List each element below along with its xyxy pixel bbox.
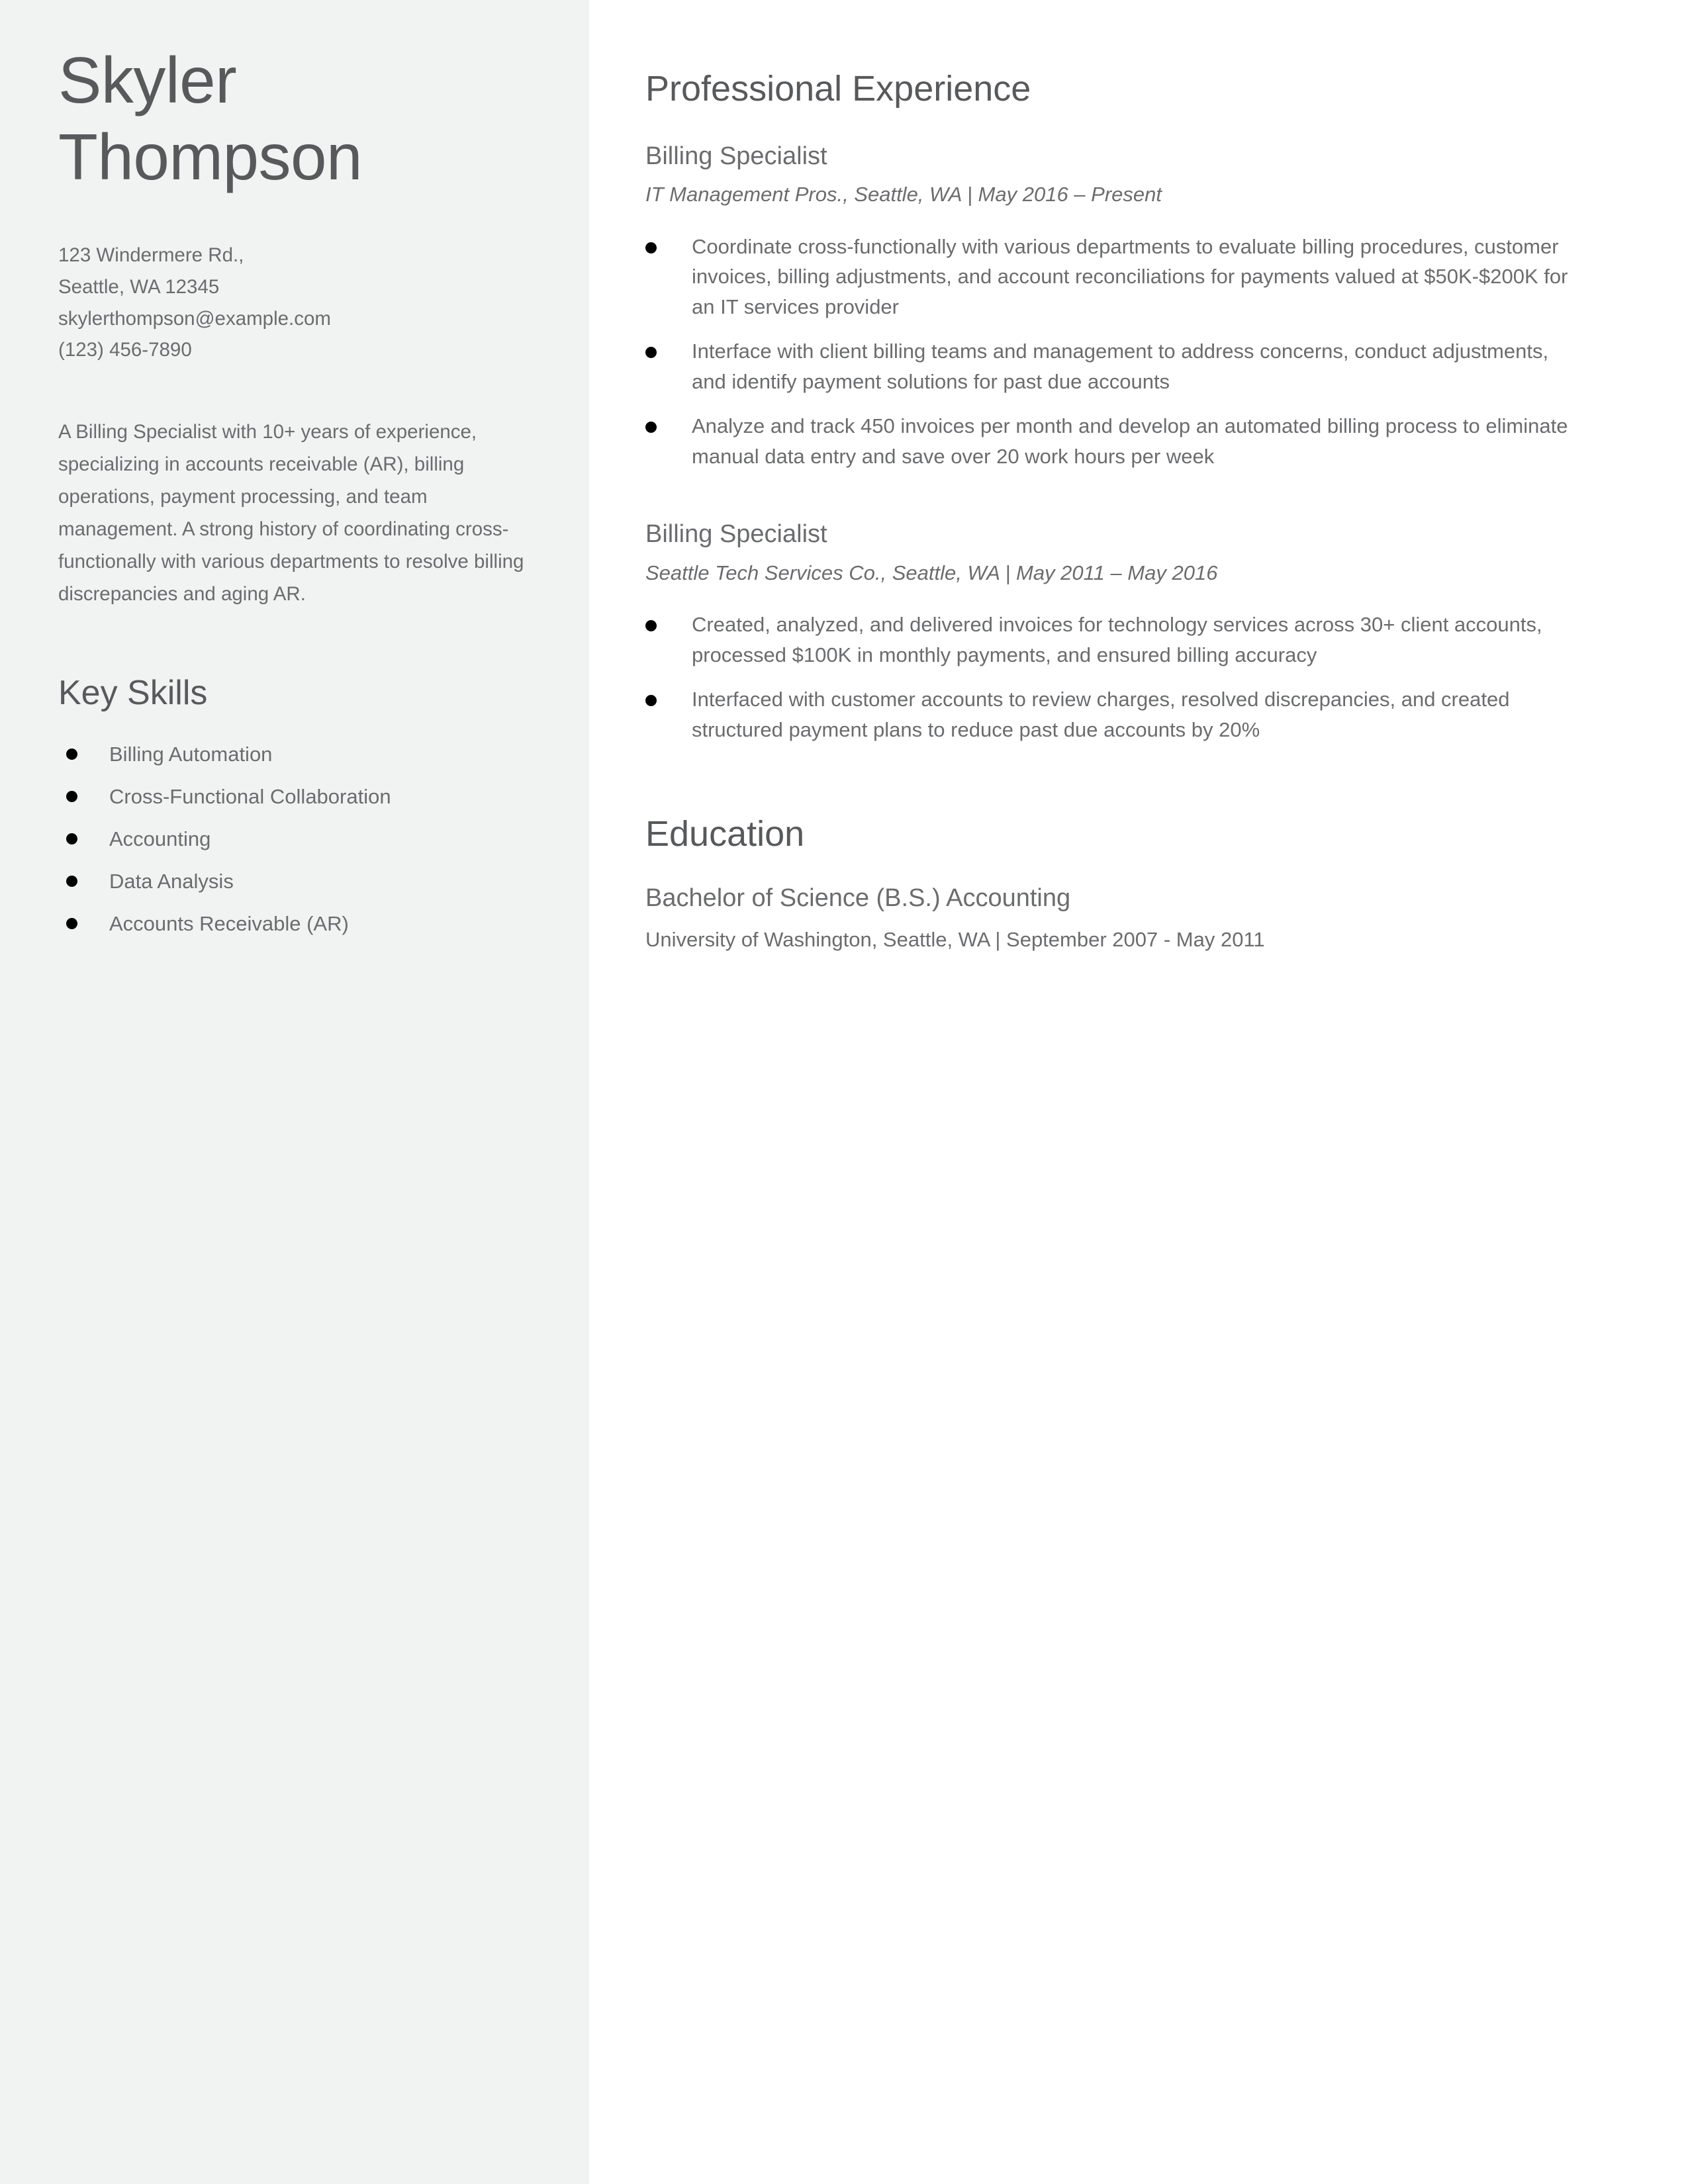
education-entry	[645, 883, 1582, 954]
candidate-name	[58, 0, 526, 193]
job-bullet-list	[645, 610, 1582, 745]
skill-label: Accounting	[109, 827, 211, 850]
list-item	[645, 232, 1582, 322]
skill-label: Cross-Functional Collaboration	[109, 785, 391, 809]
list-item	[58, 783, 526, 811]
bullet-icon	[66, 833, 77, 844]
job-meta: IT Management Pros., Seattle, WA | May 2016 – Present	[645, 183, 1162, 206]
list-item	[645, 411, 1582, 471]
bullet-icon	[66, 749, 77, 760]
bullet-text: Analyze and track 450 invoices per month and develop an automated billing process to eliminate manual data entry and save over 20 work hours per week	[692, 414, 1568, 468]
job-meta: Seattle Tech Services Co., Seattle, WA | May 2011 – May 2016	[645, 561, 1218, 584]
professional-experience-heading: Professional Experience	[645, 69, 1031, 109]
bullet-icon	[645, 422, 657, 433]
contact-city-state-zip: Seattle, WA 12345	[58, 275, 220, 298]
bullet-text: Interface with client billing teams and management to address concerns, conduct adjustments, and identify payment solutions for past due accounts	[692, 340, 1549, 393]
contact-info	[58, 240, 526, 366]
key-skills-list	[58, 741, 526, 937]
skill-label: Data Analysis	[109, 869, 234, 893]
bullet-icon	[645, 620, 657, 631]
job-bullet-list	[645, 232, 1582, 472]
bullet-icon	[645, 347, 657, 358]
list-item	[58, 825, 526, 853]
contact-street: 123 Windermere Rd.,	[58, 244, 244, 266]
bullet-text: Interfaced with customer accounts to review charges, resolved discrepancies, and created structured payment plans to reduce past due accounts by 20%	[692, 688, 1510, 742]
list-item	[58, 868, 526, 895]
key-skills-heading: Key Skills	[58, 673, 208, 712]
contact-email[interactable]: skylerthompson@example.com	[58, 307, 331, 330]
first-name: Skyler	[58, 44, 237, 116]
bullet-text: Coordinate cross-functionally with various departments to evaluate billing procedures, customer invoices, billing adjustments, and account reconciliations for payments valued at $50K-$200K for an IT services provider	[692, 234, 1568, 318]
skill-label: Accounts Receivable (AR)	[109, 911, 349, 935]
main-content	[589, 0, 1688, 2184]
degree-meta: University of Washington, Seattle, WA | September 2007 - May 2011	[645, 927, 1265, 951]
skill-label: Billing Automation	[109, 743, 273, 766]
last-name: Thompson	[58, 120, 363, 193]
list-item	[645, 610, 1582, 670]
list-item	[645, 336, 1582, 396]
list-item	[645, 684, 1582, 745]
professional-summary	[58, 416, 526, 611]
bullet-text: Created, analyzed, and delivered invoices for technology services across 30+ client accounts, processed $100K in monthly payments, and ensured billing accuracy	[692, 613, 1542, 666]
education-heading: Education	[645, 813, 805, 854]
experience-entry	[645, 519, 1582, 745]
bullet-icon	[66, 918, 77, 929]
list-item	[58, 741, 526, 768]
summary-text: A Billing Specialist with 10+ years of experience, specializing in accounts receivable (AR), billing operations, payment processing, and team management. A strong history of coordinating cross-functionally with various departments to resolve billing discrepancies and aging AR.	[58, 421, 524, 605]
sidebar	[0, 0, 589, 2184]
bullet-icon	[645, 242, 657, 253]
degree-title: Bachelor of Science (B.S.) Accounting	[645, 884, 1071, 913]
bullet-icon	[66, 791, 77, 802]
job-title: Billing Specialist	[645, 520, 827, 549]
list-item	[58, 910, 526, 938]
experience-entry	[645, 141, 1582, 472]
bullet-icon	[645, 695, 657, 706]
contact-phone[interactable]: (123) 456-7890	[58, 339, 192, 361]
bullet-icon	[66, 876, 77, 887]
job-title: Billing Specialist	[645, 142, 827, 170]
